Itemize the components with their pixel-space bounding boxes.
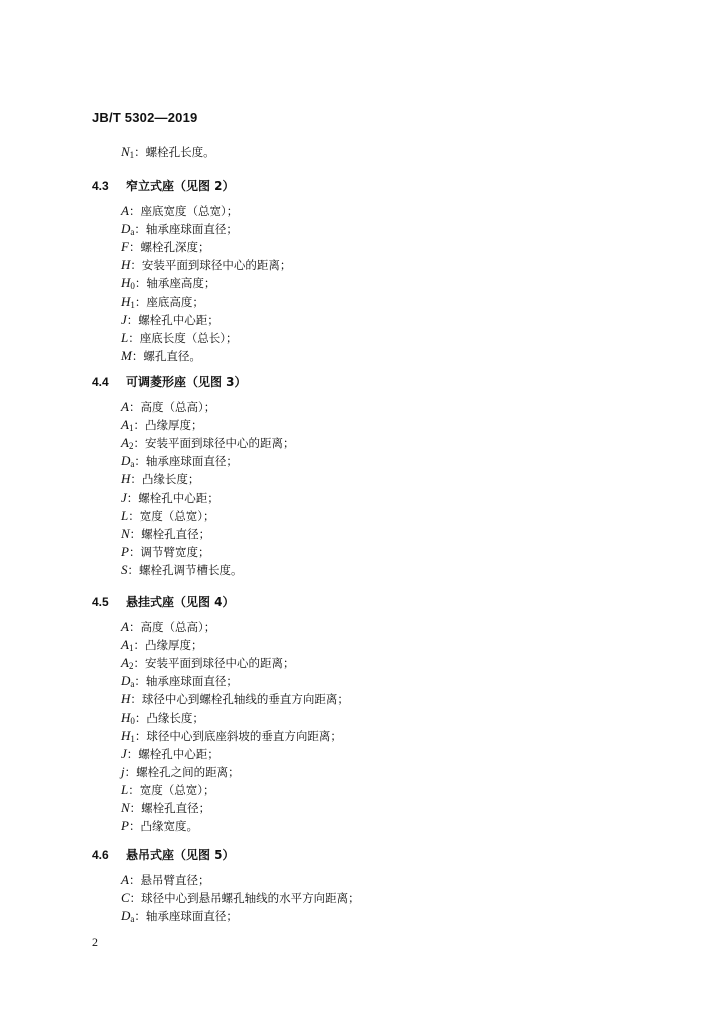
definition-text: ：宽度（总宽）；	[128, 509, 215, 523]
definition-text: ：凸缘宽度。	[128, 819, 198, 833]
symbol-letter: M	[121, 348, 132, 363]
section-number: 4.6	[92, 848, 109, 862]
definition-text: ：凸缘厚度；	[133, 418, 203, 432]
definition-text: ：轴承座球面直径；	[134, 674, 238, 688]
symbol-definition	[121, 692, 349, 706]
symbol-letter: J	[121, 490, 127, 505]
symbol-letter: A	[121, 619, 129, 634]
definition-text: ：球径中心到螺栓孔轴线的垂直方向距离；	[130, 692, 349, 706]
definition-text: ：螺栓孔中心距；	[126, 747, 219, 761]
symbol-definition	[121, 491, 219, 505]
section-heading	[92, 375, 247, 390]
symbol-letter: D	[121, 673, 131, 688]
symbol	[121, 890, 130, 905]
symbol-definition	[121, 509, 214, 523]
symbol-letter: N	[121, 800, 130, 815]
definition-text: ：安装平面到球径中心的距离；	[133, 436, 295, 450]
symbol-definition	[121, 620, 215, 634]
section-title: 窄立式座（见图 2）	[126, 179, 235, 193]
definition-text: ：轴承座球面直径；	[134, 909, 238, 923]
symbol-subscript: 1	[128, 643, 134, 653]
symbol	[121, 728, 135, 743]
symbol	[121, 348, 132, 363]
symbol-letter: D	[121, 221, 131, 236]
symbol-subscript: 1	[128, 423, 134, 433]
symbol-definition	[121, 563, 243, 577]
symbol-subscript: 0	[130, 281, 135, 291]
symbol-definition	[121, 819, 198, 833]
symbol-subscript: a	[130, 459, 135, 469]
symbol-letter: N	[121, 526, 130, 541]
symbol-subscript: 0	[130, 716, 135, 726]
symbol-letter: H	[121, 710, 131, 725]
symbol-subscript: 2	[128, 441, 134, 451]
symbol-letter: A	[121, 417, 129, 432]
symbol-subscript: 1	[130, 300, 135, 310]
symbol-definition	[121, 331, 237, 345]
symbol-subscript: 1	[130, 734, 135, 744]
document-header-id: JB/T 5302—2019	[92, 110, 198, 125]
definition-text: ：座底长度（总长）；	[128, 331, 238, 345]
symbol-definition	[121, 258, 291, 272]
symbol-letter: A	[121, 435, 129, 450]
symbol-definition	[121, 801, 210, 815]
definition-text: ：轴承座球面直径；	[134, 454, 238, 468]
symbol-letter: j	[121, 764, 125, 779]
definition-text: ：球径中心到底座斜坡的垂直方向距离；	[134, 729, 342, 743]
symbol-letter: C	[121, 890, 130, 905]
symbol-definition	[121, 454, 238, 471]
symbol-definition	[121, 240, 209, 254]
definition-text: ：安装平面到球径中心的距离；	[133, 656, 295, 670]
definition-text: ：宽度（总宽）；	[128, 783, 215, 797]
section-number: 4.3	[92, 179, 109, 193]
symbol	[121, 673, 134, 688]
definition-text: ：凸缘厚度；	[133, 638, 203, 652]
definition-text: ：螺栓孔长度。	[134, 145, 215, 159]
symbol-letter: H	[121, 471, 131, 486]
symbol	[121, 435, 133, 450]
symbol	[121, 239, 129, 254]
symbol-definition	[121, 729, 342, 746]
symbol-definition	[121, 545, 209, 559]
symbol-letter: A	[121, 203, 129, 218]
symbol-subscript: 1	[129, 150, 135, 160]
symbol-definition	[121, 656, 294, 673]
symbol	[121, 710, 135, 725]
definition-text: ：螺栓孔之间的距离；	[124, 765, 240, 779]
section-heading	[92, 595, 235, 610]
symbol-letter: H	[121, 294, 131, 309]
definition-text: ：螺栓孔调节槽长度。	[127, 563, 243, 577]
symbol-letter: J	[121, 746, 127, 761]
definition-text: ：高度（总高）；	[128, 620, 216, 634]
symbol	[121, 144, 134, 159]
symbol-letter: P	[121, 544, 129, 559]
definition-text: ：座底高度；	[134, 295, 204, 309]
symbol-definition	[121, 909, 238, 926]
symbol	[121, 257, 130, 272]
section-number: 4.5	[92, 595, 109, 609]
symbol-definition	[121, 638, 202, 655]
symbol-letter: J	[121, 312, 127, 327]
symbol-subscript: a	[130, 679, 135, 689]
symbol	[121, 203, 129, 218]
symbol-letter: H	[121, 275, 131, 290]
symbol	[121, 453, 134, 468]
symbol-letter: P	[121, 818, 129, 833]
symbol-definition	[121, 765, 240, 779]
definition-text: ：螺栓孔中心距；	[126, 313, 219, 327]
symbol-letter: A	[121, 655, 129, 670]
symbol	[121, 691, 130, 706]
section-title: 悬吊式座（见图 5）	[126, 848, 235, 862]
page-number: 2	[92, 935, 98, 949]
symbol	[121, 294, 135, 309]
symbol-definition	[121, 313, 219, 327]
definition-text: ：高度（总高）；	[128, 400, 216, 414]
symbol-letter: H	[121, 691, 131, 706]
symbol-definition	[121, 418, 202, 435]
symbol-definition	[121, 891, 360, 905]
symbol-letter: F	[121, 239, 129, 254]
symbol	[121, 275, 135, 290]
symbol	[121, 872, 129, 887]
symbol	[121, 526, 130, 541]
symbol-definition	[121, 276, 215, 293]
symbol-definition	[121, 349, 201, 363]
definition-text: ：螺栓孔深度；	[128, 240, 210, 254]
symbol-subscript: 2	[128, 661, 134, 671]
symbol-letter: N	[121, 144, 130, 159]
definition-text: ：螺孔直径。	[131, 349, 201, 363]
section-heading	[92, 179, 235, 194]
symbol-definition	[121, 747, 219, 761]
symbol-definition	[121, 472, 199, 486]
section-title: 悬挂式座（见图 4）	[126, 595, 235, 609]
symbol	[121, 908, 134, 923]
symbol-definition	[121, 711, 204, 728]
definition-text: ：座底宽度（总宽）；	[128, 204, 239, 218]
symbol-letter: H	[121, 257, 131, 272]
definition-text: ：轴承座高度；	[134, 276, 216, 290]
section-number: 4.4	[92, 375, 109, 389]
symbol	[121, 637, 133, 652]
definition-text: ：轴承座球面直径；	[134, 222, 238, 236]
symbol	[121, 221, 134, 236]
symbol-letter: H	[121, 728, 131, 743]
symbol-letter: L	[121, 508, 129, 523]
section-heading	[92, 848, 235, 863]
symbol-definition	[121, 295, 204, 312]
definition-text: ：螺栓孔直径；	[129, 527, 211, 541]
symbol	[121, 471, 130, 486]
symbol-subscript: a	[130, 227, 135, 237]
symbol-letter: A	[121, 637, 129, 652]
symbol-definition	[121, 204, 238, 218]
symbol-definition	[121, 674, 238, 691]
symbol	[121, 800, 130, 815]
definition-text: ：螺栓孔中心距；	[126, 491, 219, 505]
symbol-letter: L	[121, 782, 129, 797]
symbol-letter: D	[121, 453, 131, 468]
symbol-definition	[121, 145, 215, 162]
definition-text: ：凸缘长度；	[134, 711, 204, 725]
symbol-letter: D	[121, 908, 131, 923]
symbol-definition	[121, 436, 294, 453]
symbol	[121, 818, 129, 833]
symbol-definition	[121, 400, 215, 414]
section-title: 可调菱形座（见图 3）	[126, 375, 247, 389]
symbol-definition	[121, 222, 238, 239]
symbol-subscript: a	[130, 914, 135, 924]
symbol-letter: A	[121, 399, 129, 414]
symbol-definition	[121, 783, 214, 797]
symbol	[121, 619, 129, 634]
definition-text: ：悬吊臂直径；	[128, 873, 210, 887]
symbol	[121, 399, 129, 414]
definition-text: ：调节臂宽度；	[128, 545, 210, 559]
symbol-letter: L	[121, 330, 129, 345]
symbol-definition	[121, 873, 209, 887]
definition-text: ：凸缘长度；	[130, 472, 200, 486]
symbol	[121, 655, 133, 670]
symbol	[121, 544, 129, 559]
definition-text: ：螺栓孔直径；	[129, 801, 211, 815]
symbol-letter: S	[121, 562, 128, 577]
symbol	[121, 417, 133, 432]
symbol-definition	[121, 527, 210, 541]
definition-text: ：安装平面到球径中心的距离；	[130, 258, 292, 272]
definition-text: ：球径中心到悬吊螺孔轴线的水平方向距离；	[129, 891, 360, 905]
symbol-letter: A	[121, 872, 129, 887]
